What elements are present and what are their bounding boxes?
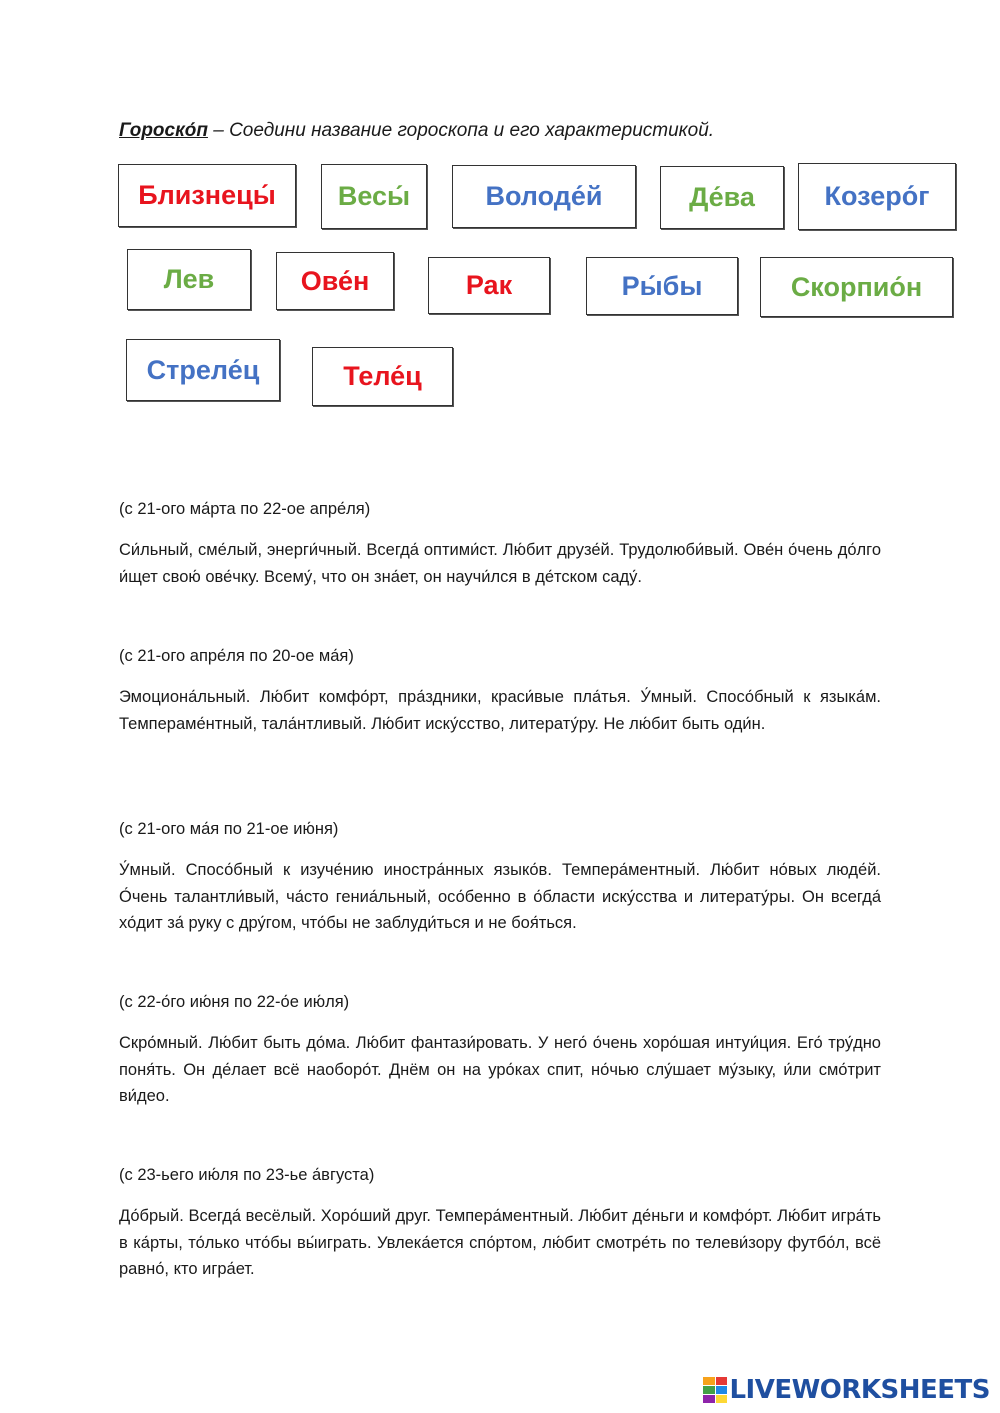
description-dates-1: (с 21-ого ма́рта по 22-ое апре́ля) xyxy=(119,500,371,518)
liveworksheets-logo-icon xyxy=(703,1377,727,1403)
title-word: Гороско́п xyxy=(119,120,208,141)
sign-card-oven[interactable]: Ове́н xyxy=(276,252,394,310)
description-dates-5: (с 23-ьего ию́ля по 23-ье а́вгуста) xyxy=(119,1166,375,1184)
description-text-3: У́мный. Спосо́бный к изуче́нию иностра́нных языко́в. Темпера́ментный. Лю́бит но́вых люде́й. О́чень талантли́вый, ча́сто гениа́льный, осо́бенно в о́бласти иску́сства и литерату́ры. Он всегда́ хо́дит за́ руку с дру́гом, что́бы не заблуди́ться и не боя́ться. xyxy=(119,861,881,932)
liveworksheets-logo[interactable] xyxy=(703,1375,990,1405)
instruction-text: – Соедини название гороскопа и его характеристикой. xyxy=(213,120,715,141)
sign-card-telets[interactable]: Теле́ц xyxy=(312,347,453,406)
description-dates-3: (с 21-ого ма́я по 21-ое ию́ня) xyxy=(119,820,339,838)
description-text-5: До́брый. Всегда́ весёлый. Хоро́ший друг. Темпера́ментный. Лю́бит де́ньги и комфо́рт. Лю́бит игра́ть в ка́рты, то́лько что́бы вы́играть. Увлека́ется спо́ртом, лю́бит смотре́ть по телеви́зору футбо́л, всё равно́, кто игра́ет. xyxy=(119,1207,881,1278)
title-line xyxy=(119,120,714,142)
logo-text: LIVEWORKSHEETS xyxy=(729,1375,990,1405)
sign-card-bliznetsy[interactable]: Близнецы́ xyxy=(118,164,296,227)
sign-card-skorpion[interactable]: Скорпио́н xyxy=(760,257,953,317)
sign-card-ryby[interactable]: Ры́бы xyxy=(586,257,738,315)
sign-card-volodey[interactable]: Володе́й xyxy=(452,165,636,228)
sign-card-rak[interactable]: Рак xyxy=(428,257,550,314)
sign-card-lev[interactable]: Лев xyxy=(127,249,251,310)
sign-card-vesy[interactable]: Весы́ xyxy=(321,164,427,229)
description-text-4: Скро́мный. Лю́бит быть до́ма. Лю́бит фантази́ровать. У него́ о́чень хоро́шая интуи́ция. Его́ тру́дно поня́ть. Он де́лает всё наоборо́т. Днём он на уро́ках спит, но́чью слу́шает му́зыку, и́ли смо́трит ви́део. xyxy=(119,1034,881,1105)
sign-card-deva[interactable]: Де́ва xyxy=(660,166,784,229)
sign-card-kozerog[interactable]: Козеро́г xyxy=(798,163,956,230)
description-dates-4: (с 22-о́го ию́ня по 22-о́е ию́ля) xyxy=(119,993,350,1011)
description-dates-2: (с 21-ого апре́ля по 20-ое ма́я) xyxy=(119,647,354,665)
description-text-2: Эмоциона́льный. Лю́бит комфо́рт, пра́здники, краси́вые пла́тья. У́мный. Спосо́бный к языка́м. Темпераме́нтный, тала́нтливый. Лю́бит иску́сство, литерату́ру. Не лю́бит быть оди́н. xyxy=(119,688,881,733)
sign-card-strelets[interactable]: Стреле́ц xyxy=(126,339,280,401)
description-text-1: Си́льный, сме́лый, энерги́чный. Всегда́ оптими́ст. Лю́бит друзе́й. Трудолюби́вый. Ове́н о́чень до́лго и́щет свою́ ове́чку. Всему́, что он зна́ет, он научи́лся в де́тском саду́. xyxy=(119,541,881,586)
